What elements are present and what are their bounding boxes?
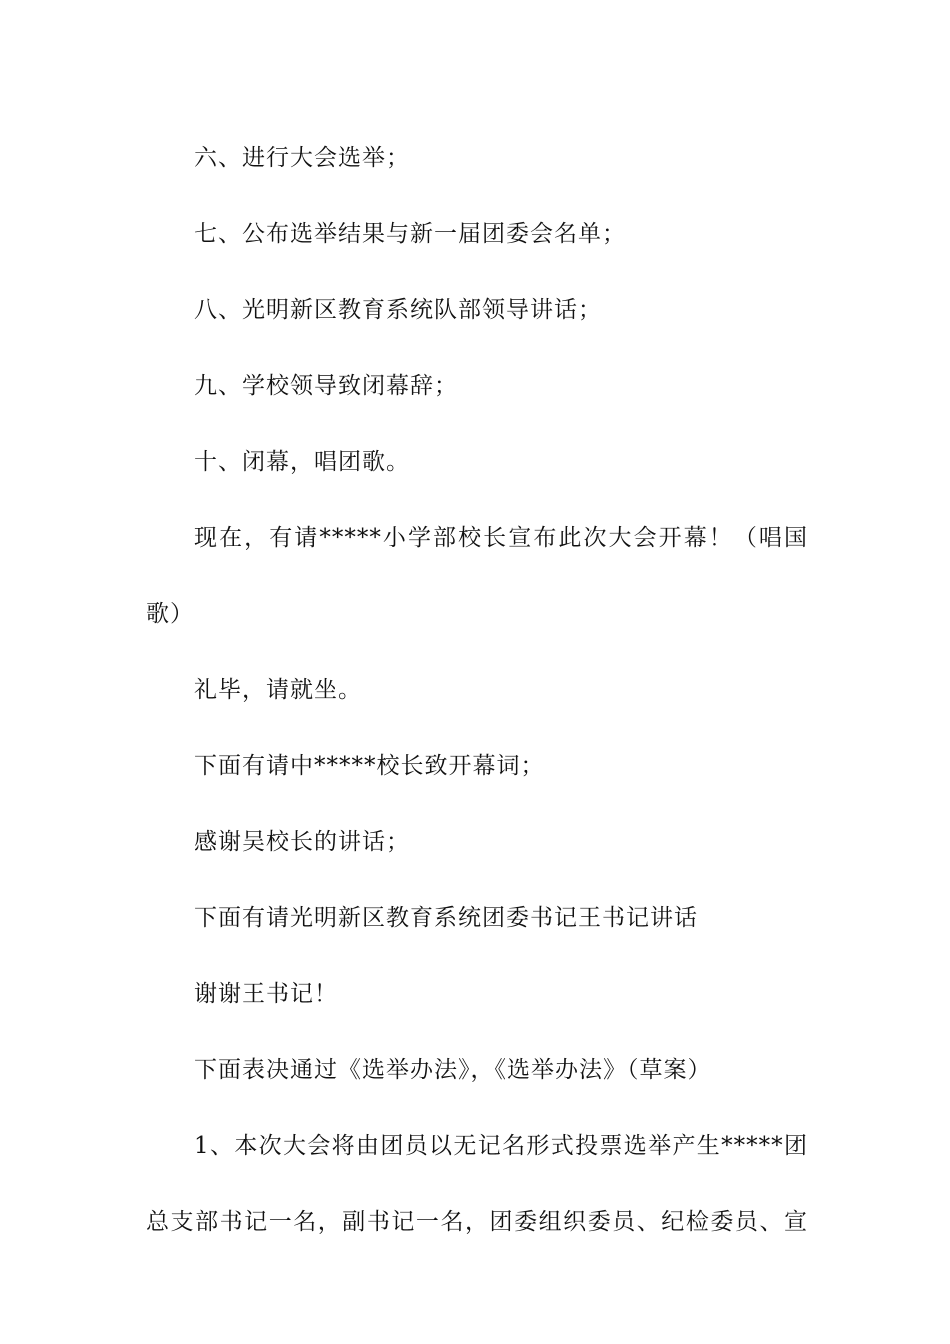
paragraph-opening-line-1: 现在，有请*****小学部校长宣布此次大会开幕！（唱国 bbox=[194, 525, 808, 551]
paragraph-thanks-wu: 感谢吴校长的讲话； bbox=[194, 829, 410, 855]
paragraph-secretary-speech: 下面有请光明新区教育系统团委书记王书记讲话 bbox=[194, 905, 698, 931]
agenda-item-8: 八、光明新区教育系统队部领导讲话； bbox=[194, 297, 602, 323]
document-body bbox=[146, 120, 808, 1260]
paragraph-opening-speech: 下面有请中*****校长致开幕词； bbox=[194, 753, 545, 779]
paragraph-election-method: 下面表决通过《选举办法》，《选举办法》（草案） bbox=[194, 1057, 712, 1083]
paragraph-rule-1-line-1: 1、本次大会将由团员以无记名形式投票选举产生*****团 bbox=[194, 1133, 808, 1159]
agenda-item-9: 九、学校领导致闭幕辞； bbox=[194, 373, 458, 399]
agenda-item-7: 七、公布选举结果与新一届团委会名单； bbox=[194, 221, 626, 247]
paragraph-salute: 礼毕，请就坐。 bbox=[194, 677, 362, 703]
paragraph-opening-line-2: 歌） bbox=[146, 601, 194, 627]
paragraph-rule-1-line-2: 总支部书记一名，副书记一名，团委组织委员、纪检委员、宣 bbox=[146, 1209, 808, 1235]
paragraph-thanks-wang: 谢谢王书记！ bbox=[194, 981, 338, 1007]
agenda-item-10: 十、闭幕，唱团歌。 bbox=[194, 449, 410, 475]
agenda-item-6: 六、进行大会选举； bbox=[194, 145, 410, 171]
